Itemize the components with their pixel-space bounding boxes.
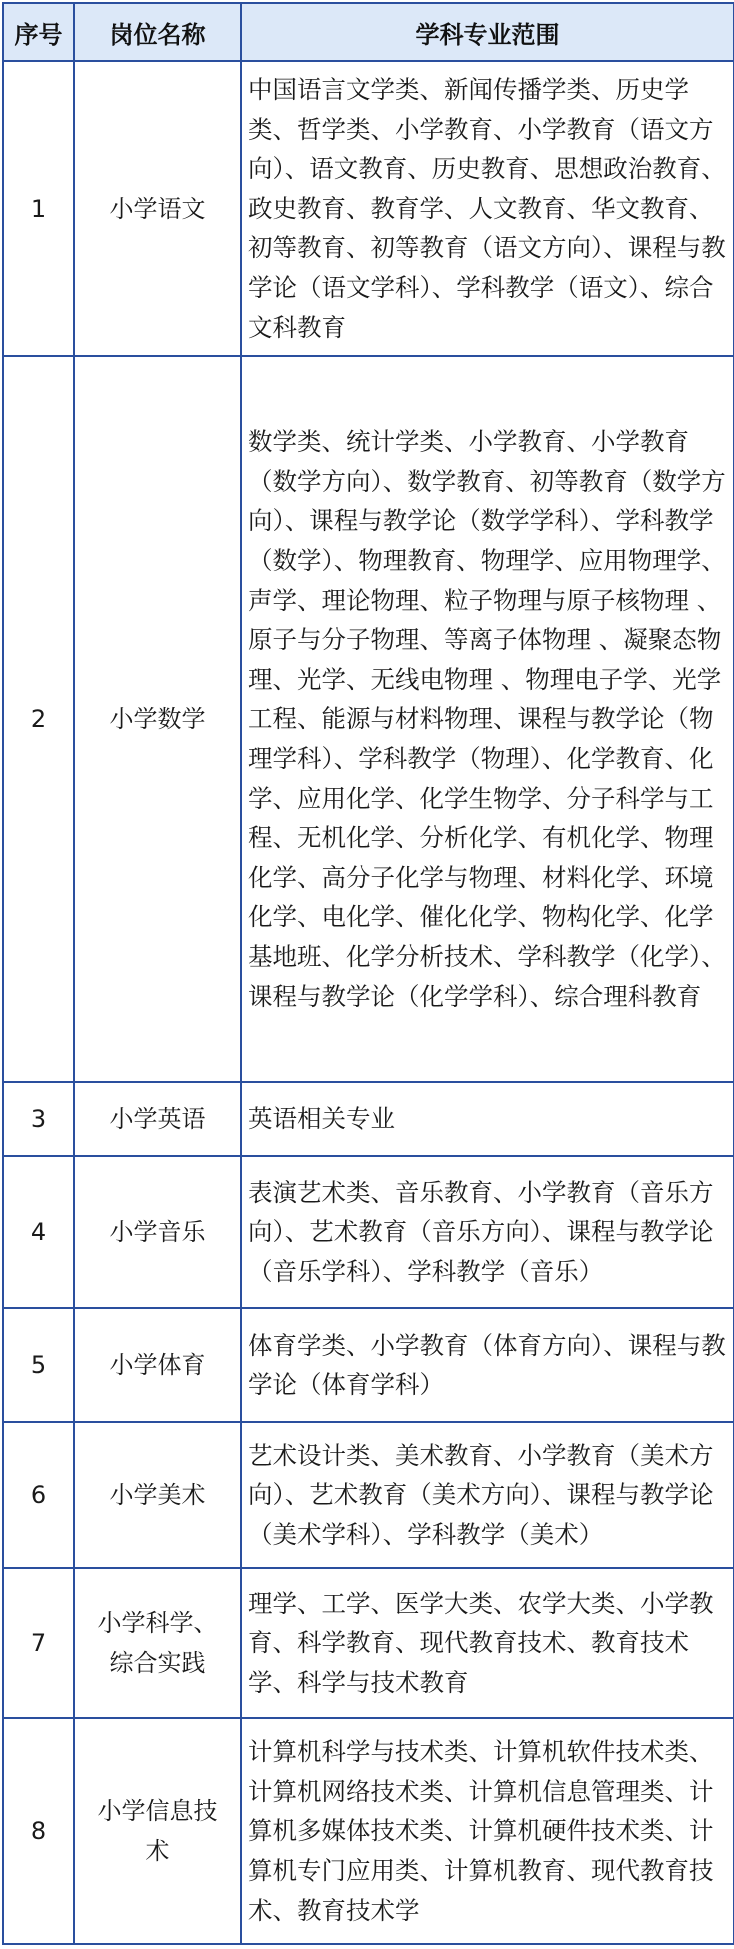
row-scope: 艺术设计类、美术教育、小学教育（美术方向）、艺术教育（美术方向）、课程与教学论（美术学科）、学科教学（美术） xyxy=(241,1422,734,1568)
header-row xyxy=(3,3,734,61)
row-post: 小学信息技术 xyxy=(74,1718,241,1944)
table-row xyxy=(3,1422,734,1568)
majors-table xyxy=(2,2,734,1945)
row-post: 小学语文 xyxy=(74,61,241,356)
row-post: 小学体育 xyxy=(74,1308,241,1422)
row-no: 4 xyxy=(3,1156,74,1308)
row-no: 2 xyxy=(3,356,74,1082)
row-post: 小学科学、综合实践 xyxy=(74,1568,241,1718)
row-scope: 理学、工学、医学大类、农学大类、小学教育、科学教育、现代教育技术、教育技术学、科学与技术教育 xyxy=(241,1568,734,1718)
row-no: 6 xyxy=(3,1422,74,1568)
table-row xyxy=(3,1308,734,1422)
table-row xyxy=(3,1082,734,1156)
row-scope: 数学类、统计学类、小学教育、小学教育（数学方向）、数学教育、初等教育（数学方向）、课程与教学论（数学学科）、学科教学（数学）、物理教育、物理学、应用物理学、声学、理论物理、粒子物理与原子核物理 、原子与分子物理、等离子体物理 、凝聚态物理、光学、无线电物理 、物理电子学、光学工程、能源与材料物理、课程与教学论（物理学科）、学科教学（物理）、化学教育、化学、应用化学、化学生物学、分子科学与工程、无机化学、分析化学、有机化学、物理化学、高分子化学与物理、材料化学、环境化学、电化学、催化化学、物构化学、化学基地班、化学分析技术、学科教学（化学）、课程与教学论（化学学科）、综合理科教育 xyxy=(241,356,734,1082)
table-row xyxy=(3,61,734,356)
table-row xyxy=(3,1718,734,1944)
row-post: 小学美术 xyxy=(74,1422,241,1568)
row-no: 7 xyxy=(3,1568,74,1718)
row-scope: 中国语言文学类、新闻传播学类、历史学类、哲学类、小学教育、小学教育（语文方向）、语文教育、历史教育、思想政治教育、政史教育、教育学、人文教育、华文教育、初等教育、初等教育（语文方向）、课程与教学论（语文学科）、学科教学（语文）、综合文科教育 xyxy=(241,61,734,356)
header-post: 岗位名称 xyxy=(74,3,241,61)
row-post: 小学数学 xyxy=(74,356,241,1082)
row-no: 8 xyxy=(3,1718,74,1944)
row-no: 1 xyxy=(3,61,74,356)
row-scope: 体育学类、小学教育（体育方向）、课程与教学论（体育学科） xyxy=(241,1308,734,1422)
row-no: 5 xyxy=(3,1308,74,1422)
table-row xyxy=(3,1156,734,1308)
row-post: 小学音乐 xyxy=(74,1156,241,1308)
row-scope: 英语相关专业 xyxy=(241,1082,734,1156)
table-row xyxy=(3,356,734,1082)
row-scope: 表演艺术类、音乐教育、小学教育（音乐方向）、艺术教育（音乐方向）、课程与教学论（音乐学科）、学科教学（音乐） xyxy=(241,1156,734,1308)
table-row xyxy=(3,1568,734,1718)
header-no: 序号 xyxy=(3,3,74,61)
row-scope: 计算机科学与技术类、计算机软件技术类、计算机网络技术类、计算机信息管理类、计算机多媒体技术类、计算机硬件技术类、计算机专门应用类、计算机教育、现代教育技术、教育技术学 xyxy=(241,1718,734,1944)
row-post: 小学英语 xyxy=(74,1082,241,1156)
header-scope: 学科专业范围 xyxy=(241,3,734,61)
row-no: 3 xyxy=(3,1082,74,1156)
